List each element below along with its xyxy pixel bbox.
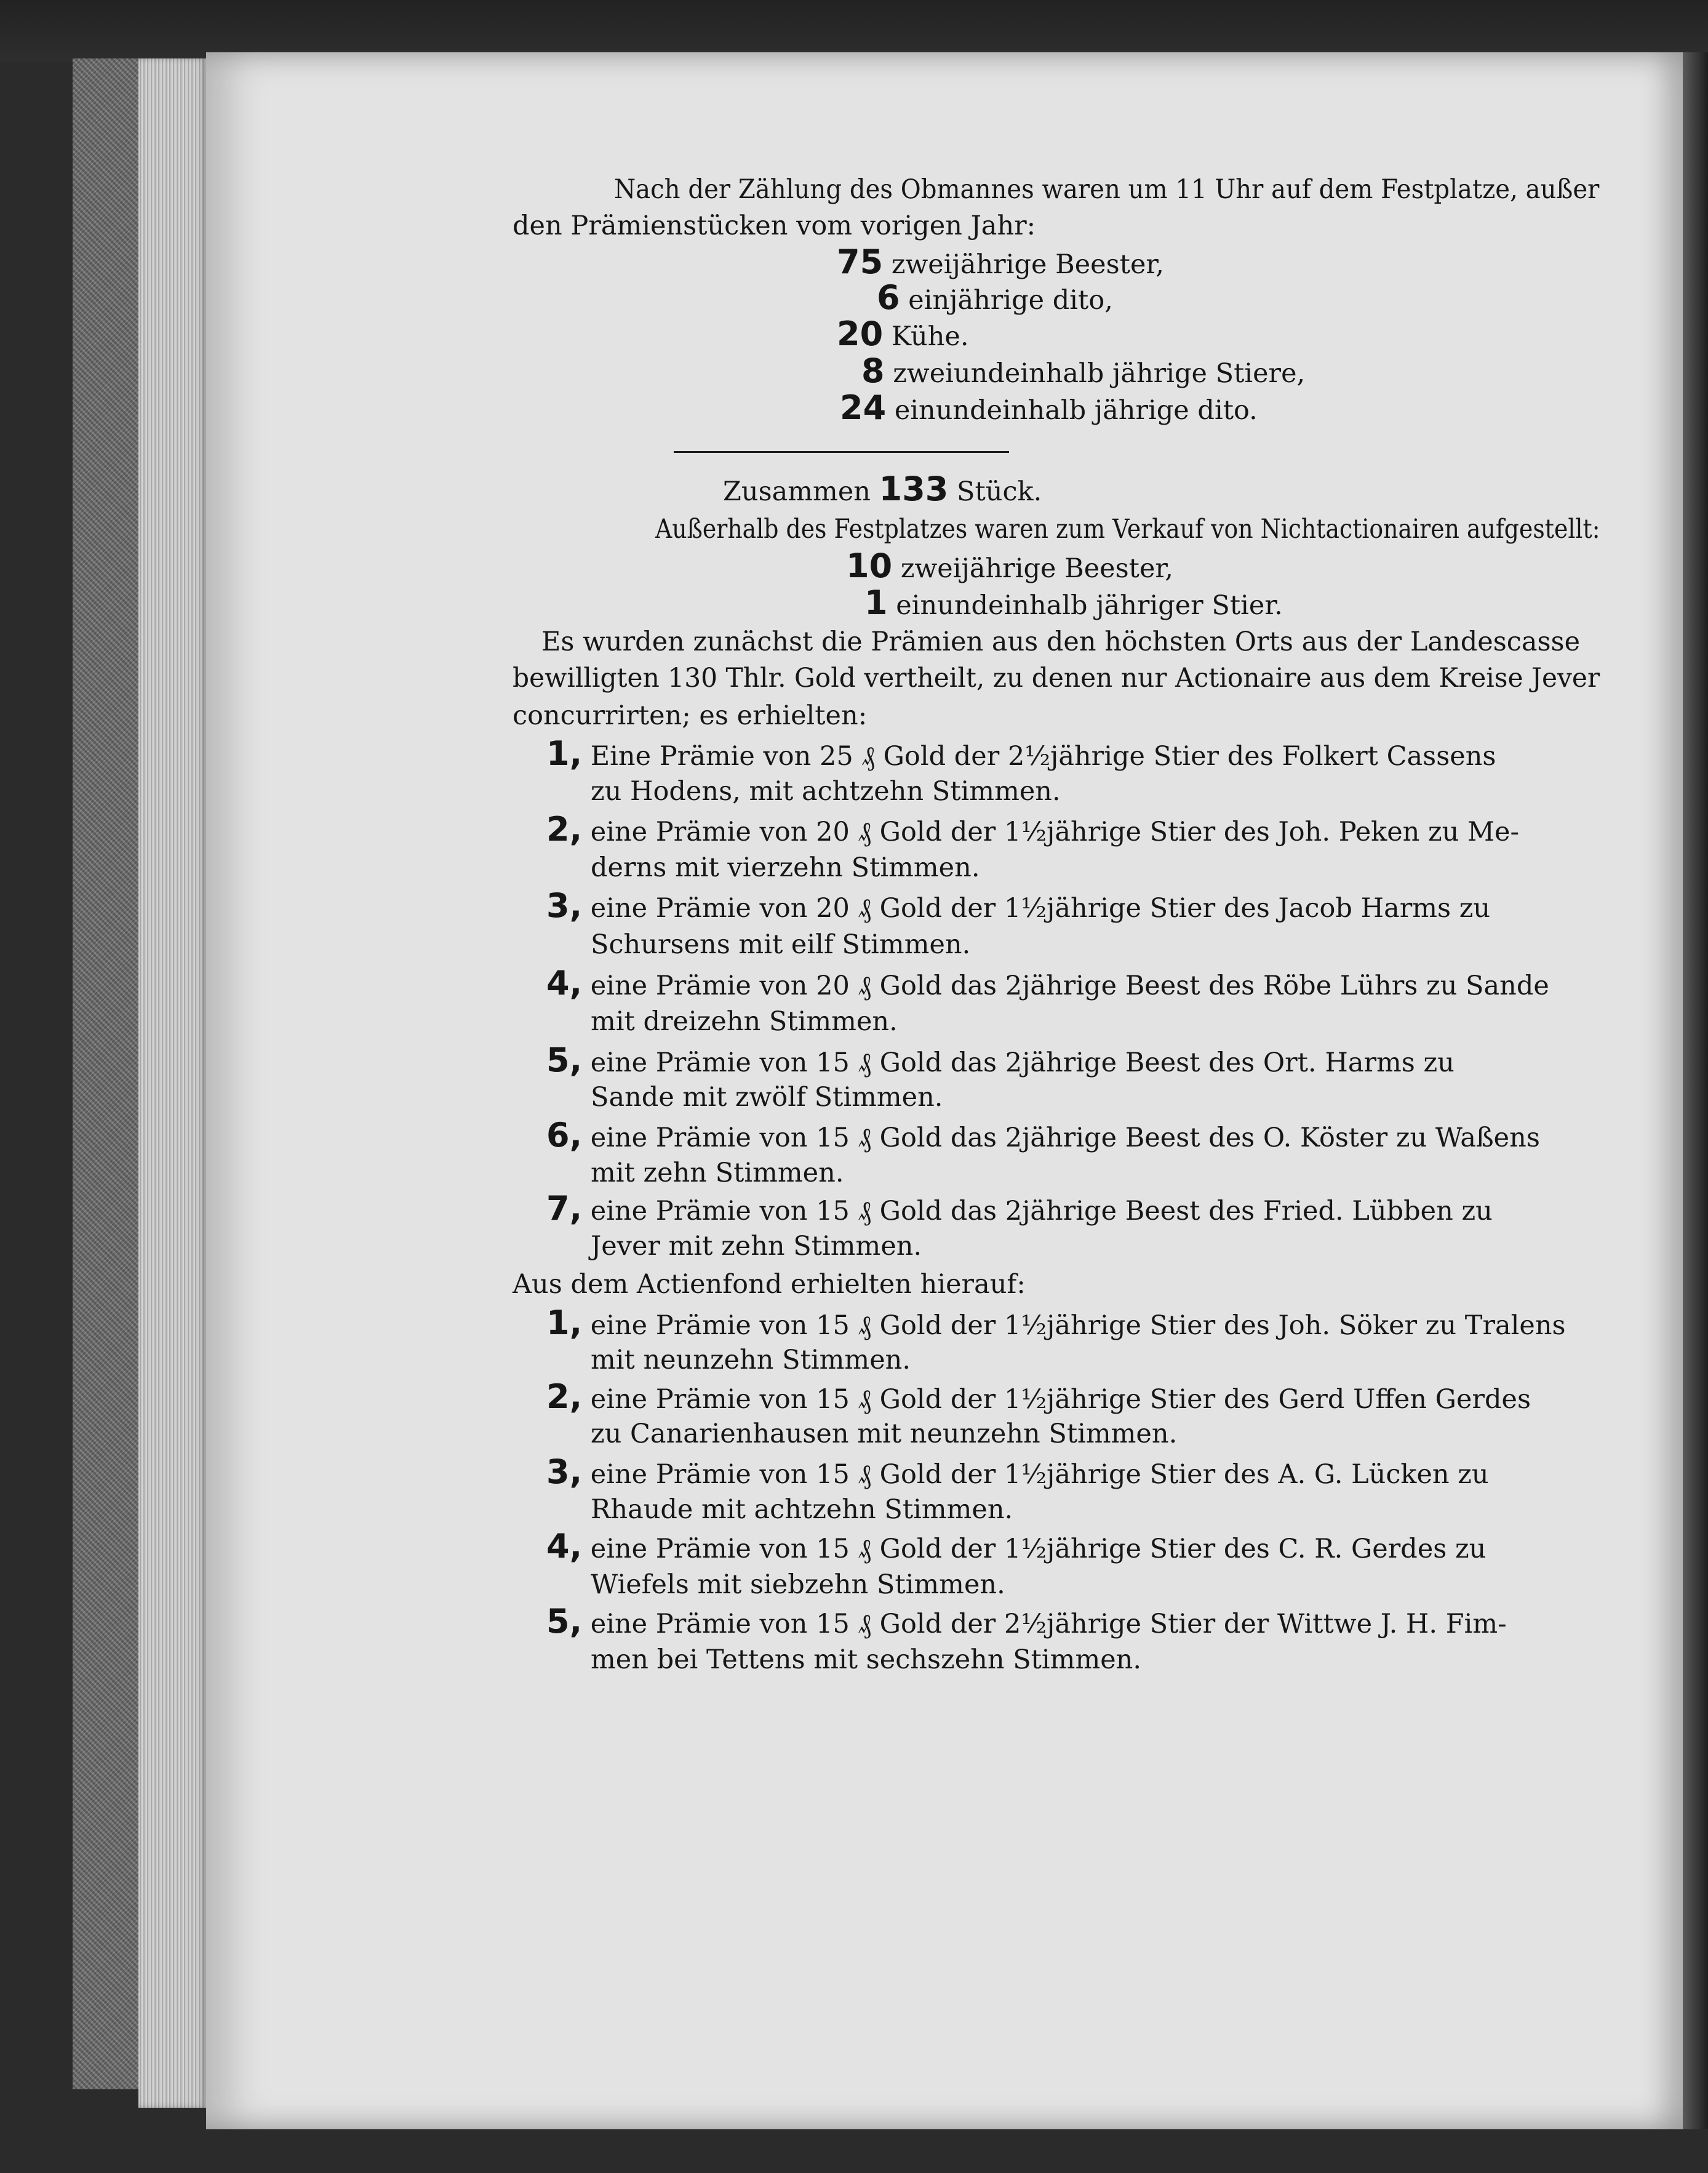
prize-item: [546, 1042, 1455, 1079]
prize-item: [546, 1190, 1493, 1227]
prize-number: 2,: [546, 1377, 583, 1416]
prize-item: [546, 965, 1549, 1002]
prize-number: 3,: [546, 886, 583, 925]
animal-label: zweijährige Beester,: [891, 249, 1164, 280]
prize-line-1: eine Prämie von 15 ₰ Gold der 1½jährige Stier des Joh. Söker zu Tralens: [590, 1310, 1566, 1341]
prize-number: 7,: [546, 1189, 583, 1228]
prize-line-1: eine Prämie von 20 ₰ Gold das 2jährige Beest des Röbe Lührs zu Sande: [590, 970, 1549, 1001]
prize-line-2: men bei Tettens mit sechszehn Stimmen.: [591, 1644, 1142, 1675]
prize-line-2: mit neunzehn Stimmen.: [591, 1345, 911, 1375]
prize-line-1: eine Prämie von 20 ₰ Gold der 1½jährige Stier des Joh. Peken zu Me-: [590, 817, 1520, 847]
total-suffix: Stück.: [957, 476, 1042, 507]
animal-row: [861, 353, 1305, 390]
prize-number: 1,: [546, 1303, 583, 1342]
sum-rule: [674, 451, 1009, 453]
animal-row: [840, 390, 1258, 426]
animal-count: 6: [877, 278, 900, 317]
outside-count: 1: [864, 583, 888, 622]
prize-line-1: eine Prämie von 15 ₰ Gold das 2jährige Beest des Ort. Harms zu: [590, 1047, 1455, 1078]
outside-count: 10: [846, 546, 893, 585]
prize-line-2: derns mit vierzehn Stimmen.: [591, 852, 980, 883]
prize-line-1: eine Prämie von 20 ₰ Gold der 1½jährige Stier des Jacob Harms zu: [590, 893, 1491, 924]
prize-item: [546, 1454, 1489, 1491]
fund-intro: Aus dem Actienfond erhielten hierauf:: [513, 1269, 1026, 1300]
prize-line-2: Schursens mit eilf Stimmen.: [591, 929, 971, 960]
intro-line-2: den Prämienstücken vom vorigen Jahr:: [513, 210, 1036, 241]
animal-label: einundeinhalb jährige dito.: [894, 395, 1258, 426]
prizes-intro-line-2: bewilligten 130 Thlr. Gold vertheilt, zu denen nur Actionaire aus dem Kreise Jever: [513, 663, 1600, 694]
animal-count: 8: [861, 351, 885, 390]
prize-number: 5,: [546, 1041, 583, 1079]
prizes-intro-line-1: Es wurden zunächst die Prämien aus den höchsten Orts aus der Landescasse: [541, 626, 1581, 657]
total-prefix: Zusammen: [723, 476, 871, 507]
prize-line-2: Rhaude mit achtzehn Stimmen.: [591, 1494, 1013, 1525]
prize-number: 6,: [546, 1116, 583, 1155]
prize-line-1: eine Prämie von 15 ₰ Gold das 2jährige Beest des O. Köster zu Waßens: [590, 1123, 1540, 1153]
prize-line-2: mit dreizehn Stimmen.: [591, 1006, 898, 1037]
animal-count: 75: [837, 242, 884, 281]
prize-line-1: eine Prämie von 15 ₰ Gold das 2jährige Beest des Fried. Lübben zu: [590, 1196, 1493, 1227]
outside-label: einundeinhalb jähriger Stier.: [896, 590, 1283, 621]
prize-line-2: mit zehn Stimmen.: [591, 1158, 844, 1188]
animal-row: [837, 316, 969, 353]
outside-row: [846, 548, 1173, 585]
prize-number: 1,: [546, 734, 583, 773]
prize-item: [546, 811, 1519, 848]
prize-item: [546, 1379, 1531, 1415]
prize-line-2: Jever mit zehn Stimmen.: [591, 1231, 922, 1262]
animal-row: [837, 244, 1164, 281]
outside-line: Außerhalb des Festplatzes waren zum Verkauf von Nichtactionairen aufgestellt:: [655, 514, 1600, 545]
prize-line-2: zu Canarienhausen mit neunzehn Stimmen.: [591, 1419, 1178, 1449]
animal-count: 20: [837, 314, 884, 353]
prize-number: 4,: [546, 1527, 583, 1566]
prize-item: [546, 1117, 1540, 1154]
prize-number: 3,: [546, 1452, 583, 1491]
animal-label: Kühe.: [891, 321, 969, 352]
animal-row: [877, 279, 1113, 316]
prize-line-1: eine Prämie von 15 ₰ Gold der 1½jährige Stier des Gerd Uffen Gerdes: [590, 1384, 1531, 1415]
prize-line-1: eine Prämie von 15 ₰ Gold der 1½jährige Stier des A. G. Lücken zu: [590, 1459, 1489, 1490]
prize-number: 5,: [546, 1602, 583, 1641]
prize-item: [546, 735, 1496, 772]
animal-count: 24: [840, 388, 887, 427]
outside-row: [864, 585, 1283, 622]
prize-line-1: eine Prämie von 15 ₰ Gold der 2½jährige Stier der Wittwe J. H. Fim-: [590, 1609, 1507, 1639]
prize-number: 4,: [546, 964, 583, 1002]
prize-line-1: eine Prämie von 15 ₰ Gold der 1½jährige Stier des C. R. Gerdes zu: [590, 1534, 1487, 1564]
total-row: [723, 471, 1042, 508]
prize-item: [546, 1305, 1566, 1342]
prize-item: [546, 887, 1490, 924]
animal-label: zweiundeinhalb jährige Stiere,: [893, 358, 1306, 389]
intro-line-1: Nach der Zählung des Obmannes waren um 11 Uhr auf dem Festplatze, außer: [614, 174, 1600, 205]
outside-label: zweijährige Beester,: [900, 553, 1173, 584]
animal-label: einjährige dito,: [908, 285, 1113, 316]
prizes-intro-line-3: concurrirten; es erhielten:: [513, 700, 868, 731]
prize-line-2: Sande mit zwölf Stimmen.: [591, 1082, 943, 1113]
prize-line-2: zu Hodens, mit achtzehn Stimmen.: [591, 776, 1061, 807]
prize-item: [546, 1603, 1507, 1640]
prize-item: [546, 1528, 1486, 1565]
total-count: 133: [879, 470, 949, 508]
prize-line-1: Eine Prämie von 25 ₰ Gold der 2½jährige Stier des Folkert Cassens: [590, 741, 1496, 772]
prize-line-2: Wiefels mit siebzehn Stimmen.: [591, 1569, 1005, 1600]
prize-number: 2,: [546, 810, 583, 849]
